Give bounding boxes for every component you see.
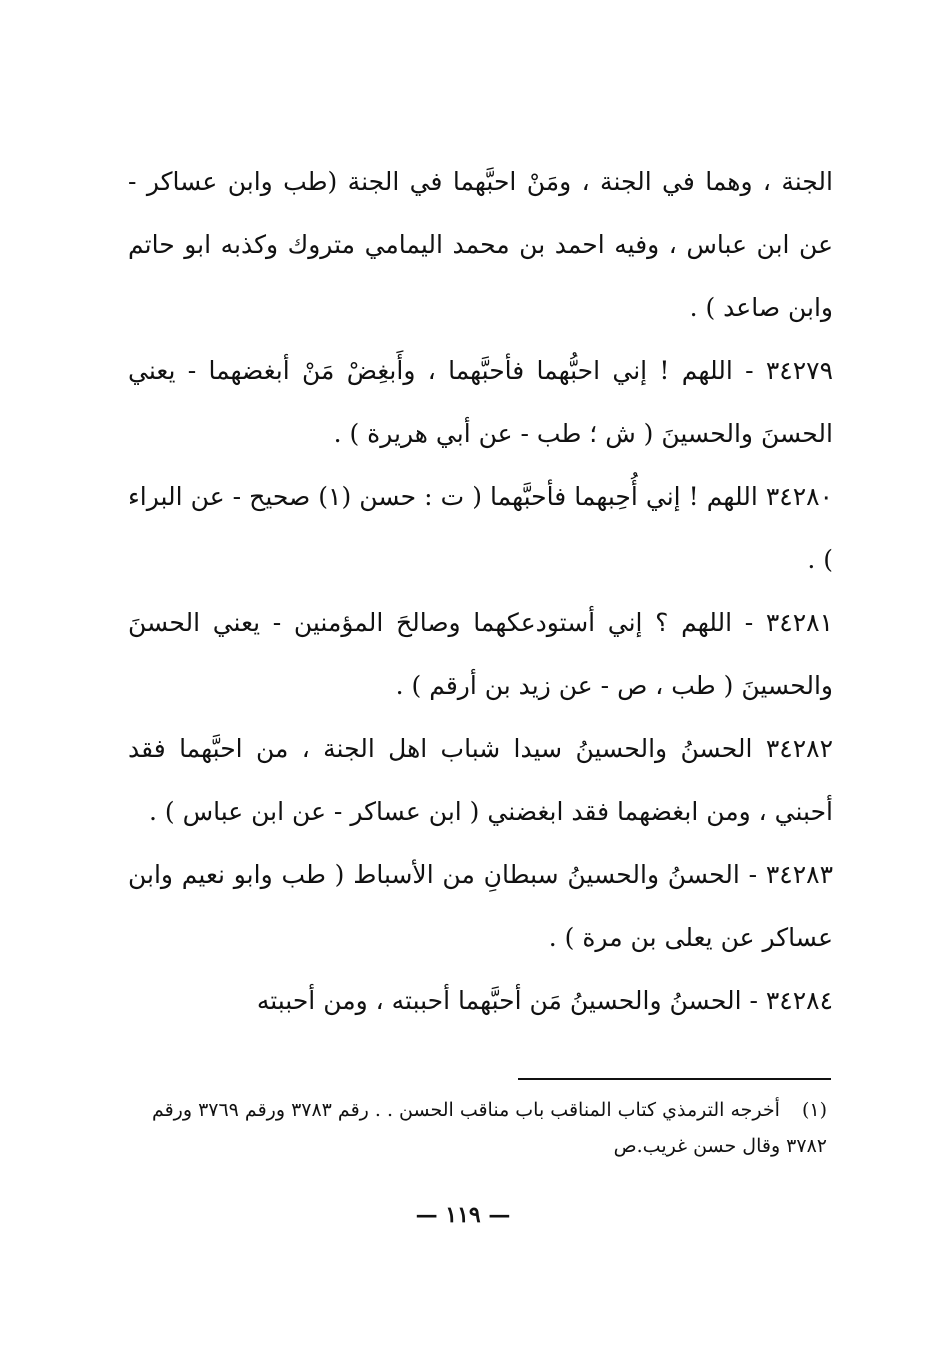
page-number: — ١١٩ — — [415, 1202, 511, 1228]
footnote-marker: (١) — [801, 1099, 827, 1121]
hadith-34280: ٣٤٢٨٠ اللهم ! إني أُحِبهما فأحبَّهما ( ت : حسن (١) صحيح - عن البراء ) . — [128, 482, 833, 574]
hadith-34282: ٣٤٢٨٢ الحسنُ والحسينُ سيدا شباب اهل الجنة ، من احبَّهما فقد أحبني ، ومن ابغضهما فقد ابغضني ( ابن عساكر - عن ابن عباس ) . — [128, 734, 833, 826]
footnote-text: أخرجه الترمذي كتاب المناقب باب مناقب الحسن . . رقم ٣٧٨٣ ورقم ٣٧٦٩ ورقم ٣٧٨٢ وقال حسن غريب.ص — [151, 1099, 827, 1157]
hadith-34281: ٣٤٢٨١ - اللهم ؟ إني أستودعكهما وصالحَ المؤمنين - يعني الحسنَ والحسينَ ( طب ، ص - عن زيد بن أرقم ) . — [128, 608, 833, 700]
footnote — [122, 1092, 827, 1164]
paragraph-continuation: الجنة ، وهما في الجنة ، ومَنْ احبَّهما في الجنة (طب وابن عساكر - عن ابن عباس ، وفيه احمد بن محمد اليمامي متروك وكذبه ابو حاتم وابن صاعد ) . — [128, 167, 833, 322]
hadith-34279: ٣٤٢٧٩ - اللهم ! إني احبُّهما فأحبَّهما ، وأَبغِضْ مَنْ أبغضهما - يعني الحسنَ والحسينَ ( ش ؛ طب - عن أبي هريرة ) . — [128, 356, 833, 448]
hadith-34283: ٣٤٢٨٣ - الحسنُ والحسينُ سبطانِ من الأسباط ( طب وابو نعيم وابن عساكر عن يعلى بن مرة ) . — [128, 860, 833, 952]
hadith-34284: ٣٤٢٨٤ - الحسنُ والحسينُ مَن أحبَّهما أحببته ، ومن أحببته — [256, 986, 833, 1015]
main-text — [128, 150, 833, 1032]
footnote-divider — [518, 1078, 831, 1080]
